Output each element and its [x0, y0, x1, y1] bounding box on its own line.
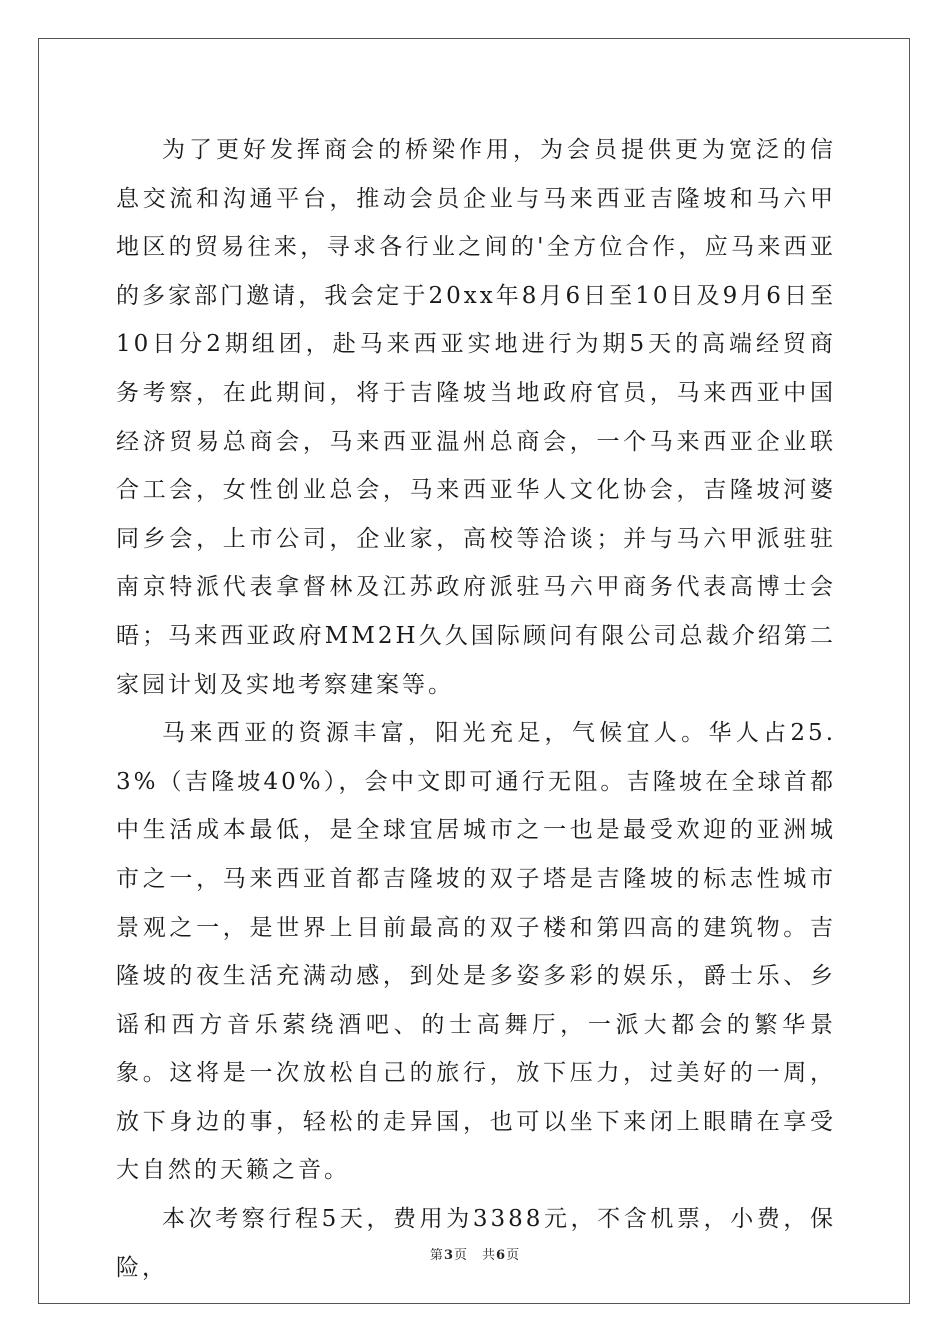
document-body [116, 126, 836, 1292]
page-label: 页 [453, 1248, 468, 1263]
page-footer [0, 1244, 950, 1263]
page-current: 3 [443, 1248, 454, 1263]
total-prefix: 共 [482, 1248, 497, 1263]
paragraph-3: 本次考察行程5天，费用为3388元，不含机票，小费，保险， [116, 1206, 836, 1281]
paragraph-1: 为了更好发挥商会的桥梁作用，为会员提供更为宽泛的信息交流和沟通平台，推动会员企业与马来西亚吉隆坡和马六甲地区的贸易往来，寻求各行业之间的'全方位合作，应马来西亚的多家部门邀请，我会定于20xx年8月6日至10日及9月6日至10日分2期组团，赴马来西亚实地进行为期5天的高端经贸商务考察，在此期间，将于吉隆坡当地政府官员，马来西亚中国经济贸易总商会，马来西亚温州总商会，一个马来西亚企业联合工会，女性创业总会，马来西亚华人文化协会，吉隆坡河婆同乡会，上市公司，企业家，高校等洽谈；并与马六甲派驻驻南京特派代表拿督林及江苏政府派驻马六甲商务代表高博士会晤；马来西亚政府MM2H久久国际顾问有限公司总裁介绍第二家园计划及实地考察建案等。 [116, 137, 836, 698]
page-total: 6 [496, 1248, 507, 1263]
paragraph-2: 马来西亚的资源丰富，阳光充足，气候宜人。华人占25.3%（吉隆坡40%），会中文即可通行无阻。吉隆坡在全球首都中生活成本最低，是全球宜居城市之一也是最受欢迎的亚洲城市之一，马来西亚首都吉隆坡的双子塔是吉隆坡的标志性城市景观之一，是世界上目前最高的双子楼和第四高的建筑物。吉隆坡的夜生活充满动感，到处是多姿多彩的娱乐，爵士乐、乡谣和西方音乐萦绕酒吧、的士高舞厅，一派大都会的繁华景象。这将是一次放松自己的旅行，放下压力，过美好的一周，放下身边的事，轻松的走异国，也可以坐下来闭上眼睛在享受大自然的天籁之音。 [116, 720, 836, 1184]
total-label: 页 [506, 1248, 521, 1263]
page-prefix: 第 [429, 1248, 444, 1263]
